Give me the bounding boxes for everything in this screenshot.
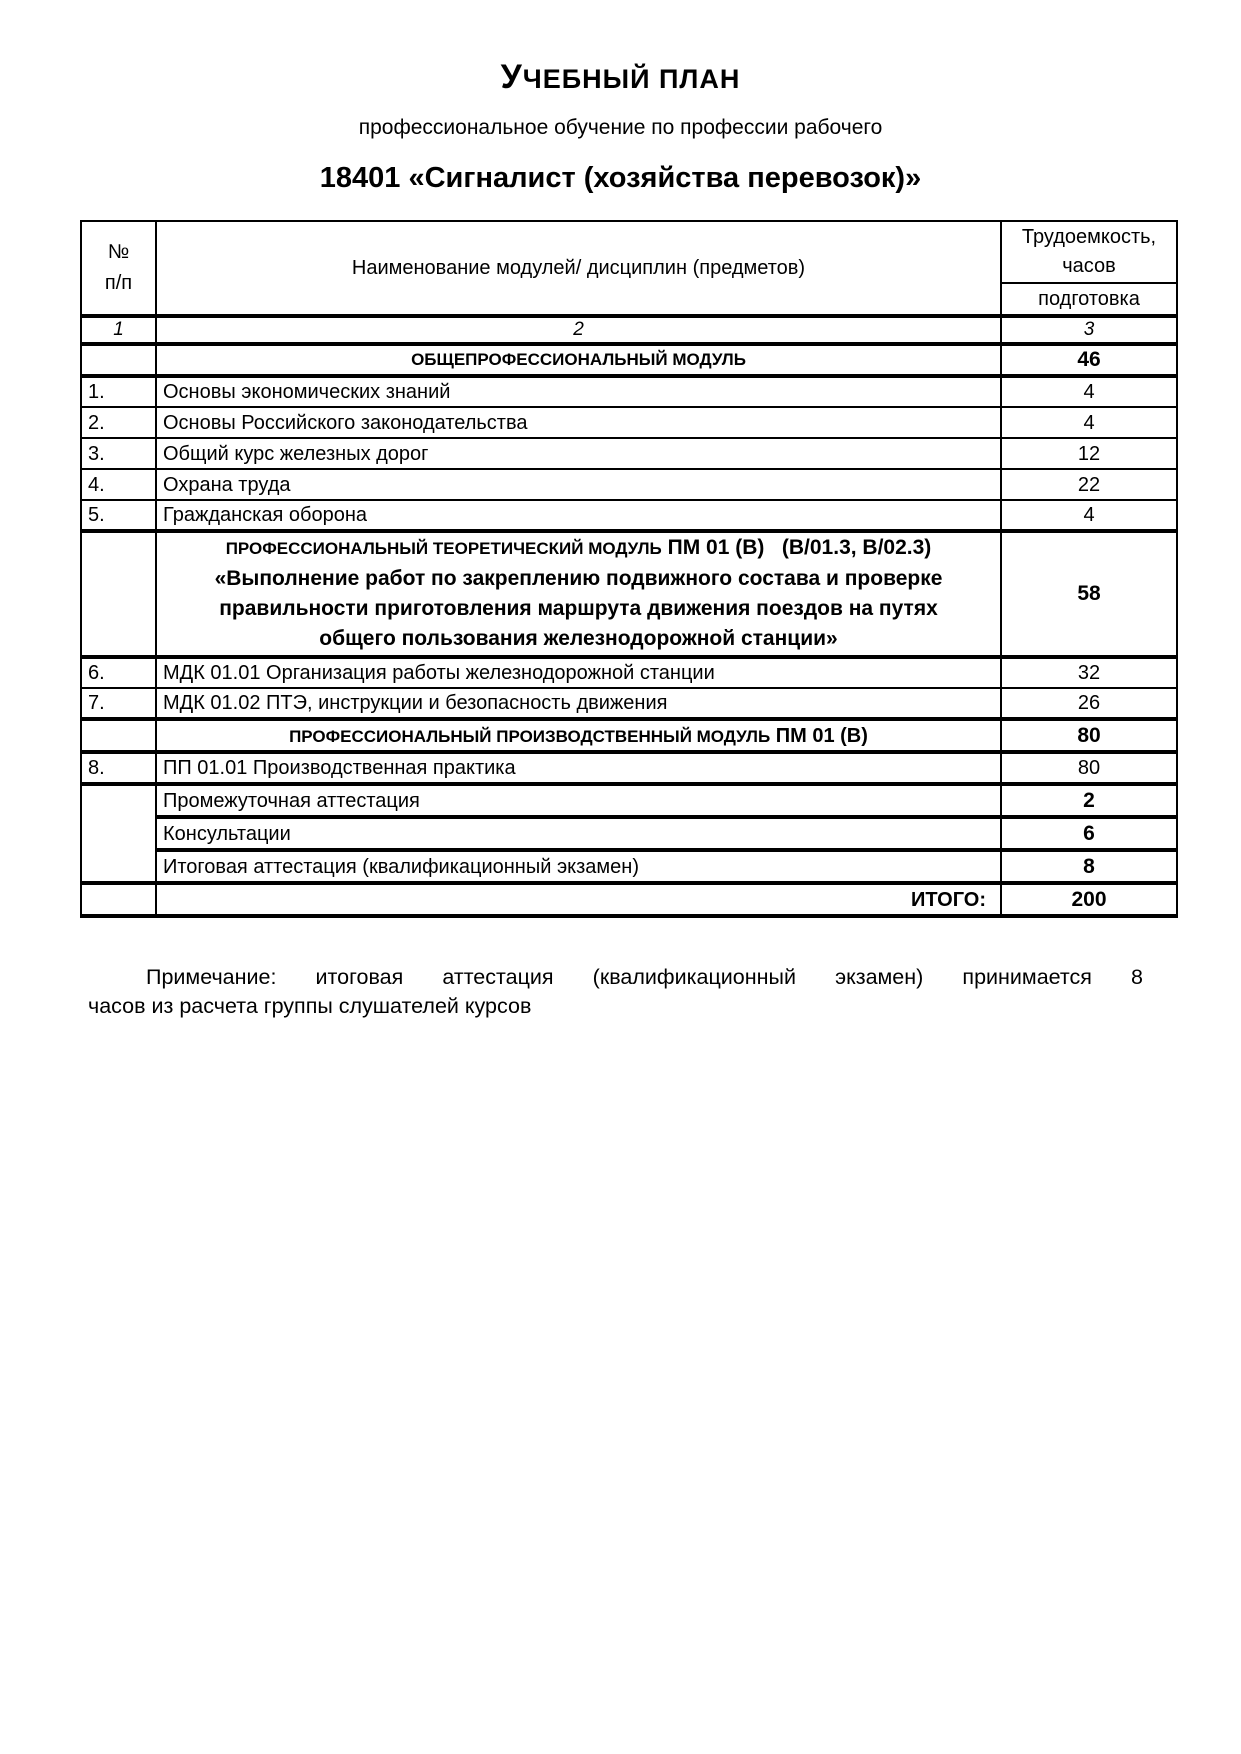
total-row — [81, 883, 1177, 916]
table-row: 6. МДК 01.01 Организация работы железнодорожной станции 32 — [81, 657, 1177, 688]
table-row: 8. ПП 01.01 Производственная практика 80 — [81, 752, 1177, 784]
header-name: Наименование модулей/ дисциплин (предметов) — [156, 221, 1001, 316]
table-row: 2. Основы Российского законодательства 4 — [81, 407, 1177, 438]
title-initial: У — [500, 58, 523, 96]
section-hours: 46 — [1001, 344, 1177, 376]
curriculum-table — [80, 220, 1178, 918]
section-row — [81, 344, 1177, 376]
col-index-1: 1 — [81, 316, 156, 344]
table-row: Итоговая аттестация (квалификационный экзамен) 8 — [81, 850, 1177, 883]
table-row: 3. Общий курс железных дорог 12 — [81, 438, 1177, 469]
section-title: ПРОФЕССИОНАЛЬНЫЙ ПРОИЗВОДСТВЕННЫЙ МОДУЛЬ ПМ 01 (В) — [156, 719, 1001, 752]
header-num: № п/п — [81, 221, 156, 316]
table-row: Промежуточная аттестация 2 — [81, 784, 1177, 817]
section-row — [81, 719, 1177, 752]
table-header-row — [81, 221, 1177, 283]
table-row: 4. Охрана труда 22 — [81, 469, 1177, 500]
table-row: Консультации 6 — [81, 817, 1177, 850]
column-index-row — [81, 316, 1177, 344]
total-hours: 200 — [1001, 883, 1177, 916]
section-title: ПРОФЕССИОНАЛЬНЫЙ ТЕОРЕТИЧЕСКИЙ МОДУЛЬ ПМ 01 (В) (В/01.3, В/02.3) «Выполнение работ по закреплению подвижного состава и проверке правильности приготовления маршрута движения поездов на путях общего пользования железнодорожной станции» — [156, 531, 1001, 657]
page-title — [0, 58, 1241, 97]
col-index-2: 2 — [156, 316, 1001, 344]
table-row: 5. Гражданская оборона 4 — [81, 500, 1177, 531]
section-row — [81, 531, 1177, 657]
section-hours: 58 — [1001, 531, 1177, 657]
table-row: 7. МДК 01.02 ПТЭ, инструкции и безопасность движения 26 — [81, 688, 1177, 719]
table-row: 1. Основы экономических знаний 4 — [81, 376, 1177, 407]
profession-title: 18401 «Сигналист (хозяйства перевозок)» — [319, 162, 922, 194]
title-rest: ЧЕБНЫЙ ПЛАН — [522, 64, 741, 94]
section-hours: 80 — [1001, 719, 1177, 752]
header-hours-sub: подготовка — [1001, 283, 1177, 316]
total-label: ИТОГО: — [156, 883, 1001, 916]
page-subtitle: профессиональное обучение по профессии рабочего — [358, 116, 883, 139]
section-title: ОБЩЕПРОФЕССИОНАЛЬНЫЙ МОДУЛЬ — [156, 344, 1001, 376]
note: Примечание: итоговая аттестация (квалификационный экзамен) принимается 8 часов из расчета группы слушателей курсов — [88, 965, 1143, 1019]
header-hours: Трудоемкость, часов — [1001, 221, 1177, 283]
col-index-3: 3 — [1001, 316, 1177, 344]
